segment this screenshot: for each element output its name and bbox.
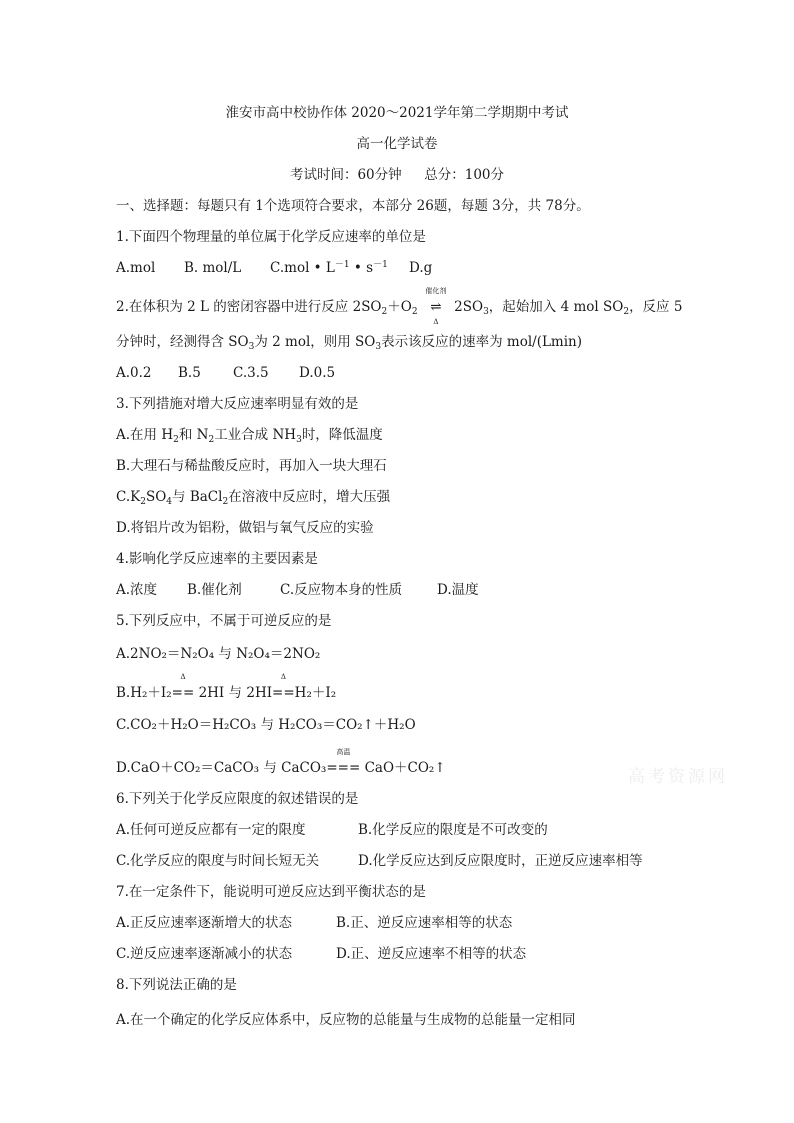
question-6-stem: 6.下列关于化学反应限度的叙述错误的是 <box>116 791 359 807</box>
option-c: C.化学反应的限度与时间长短无关 <box>116 853 320 869</box>
option-d: D.化学反应达到反应限度时，正逆反应速率相等 <box>358 853 643 869</box>
option-c: C.反应物本身的性质 <box>280 582 403 598</box>
exam-time: 考试时间：60分钟 <box>289 167 402 183</box>
question-6-options-row2 <box>116 852 643 870</box>
option-b: B.化学反应的限度是不可改变的 <box>358 822 548 838</box>
question-3-option-d: D.将铝片改为铝粉，做铝与氧气反应的实验 <box>116 520 374 536</box>
question-4-stem: 4.影响化学反应速率的主要因素是 <box>116 551 318 567</box>
question-1-stem: 1.下面四个物理量的单位属于化学反应速率的单位是 <box>116 229 426 245</box>
total-score: 总分：100分 <box>424 167 505 183</box>
question-8-stem: 8.下列说法正确的是 <box>116 977 237 993</box>
question-4-options <box>116 581 479 599</box>
option-b: B.催化剂 <box>187 582 242 598</box>
option-a: A.浓度 <box>116 582 158 598</box>
question-5-option-a: A.2NO₂＝N₂O₄ 与 N₂O₄＝2NO₂ <box>116 646 321 662</box>
condition-mark: 高温 === <box>326 748 361 776</box>
question-5-stem: 5.下列反应中，不属于可逆反应的是 <box>116 613 332 629</box>
section-heading: 一、选择题：每题只有 1个选项符合要求，本部分 26题，每题 3分，共 78分。 <box>116 198 590 214</box>
question-2-stem: 2.在体积为 2 L 的密闭容器中进行反应 $2SO_2+O_2$ 催化剂 ⇌ Δ $2SO_3$，起始加入 4 mol $SO_2$，反应 5 <box>116 287 683 326</box>
condition-mark: Δ == <box>272 673 295 701</box>
option-c: C.3.5 <box>233 365 269 381</box>
question-3-option-a: A.在用 $H_2$和 $N_2$工业合成 $NH_3$时，降低温度 <box>116 427 383 445</box>
option-d: D.正、逆反应速率不相等的状态 <box>336 946 527 962</box>
option-c: C.逆反应速率逐渐减小的状态 <box>116 946 293 962</box>
question-3-option-c: $C.K_2SO_4$与 BaCl$_2$在溶液中反应时，增大压强 <box>116 489 391 507</box>
option-b: B. mol/L <box>184 260 242 276</box>
condition-mark: Δ == <box>171 673 195 701</box>
option-a: A.任何可逆反应都有一定的限度 <box>116 822 306 838</box>
option-a: A.mol <box>116 260 156 276</box>
question-1-options <box>116 259 432 277</box>
question-7-options-row1 <box>116 914 512 932</box>
option-d: D.0.5 <box>299 365 336 381</box>
question-5-option-d: D.CaO＋CO₂＝CaCO₃ 与 CaCO₃ 高温 === CaO＋CO₂↑ <box>116 748 446 776</box>
question-3-option-b: B.大理石与稀盐酸反应时，再加入一块大理石 <box>116 458 387 474</box>
option-a: A.0.2 <box>116 365 152 381</box>
option-d: D.温度 <box>437 582 479 598</box>
question-5-option-c: C.CO₂＋H₂O＝H₂CO₃ 与 H₂CO₃＝CO₂↑＋H₂O <box>116 717 416 733</box>
question-2-stem-cont: 分钟时，经测得含 $SO_3$为 2 mol，则用 $SO_3$表示该反应的速率为 mol/(Lmin) <box>116 334 583 352</box>
option-d: D.g <box>409 260 433 276</box>
exam-info <box>0 166 794 184</box>
question-7-options-row2 <box>116 945 526 963</box>
exam-subtitle: 高一化学试卷 <box>356 136 438 152</box>
option-b: B.正、逆反应速率相等的状态 <box>336 915 513 931</box>
question-2-options <box>116 364 335 382</box>
question-5-option-b: B.H₂＋I₂ Δ == 2HI 与 2HI Δ ==H₂＋I₂ <box>116 673 337 701</box>
reversible-arrow: 催化剂 ⇌ Δ <box>425 287 447 326</box>
question-8-option-a: A.在一个确定的化学反应体系中，反应物的总能量与生成物的总能量一定相同 <box>116 1012 576 1028</box>
option-a: A.正反应速率逐渐增大的状态 <box>116 915 293 931</box>
question-7-stem: 7.在一定条件下，能说明可逆反应达到平衡状态的是 <box>116 884 426 900</box>
option-b: B.5 <box>178 365 201 381</box>
question-3-stem: 3.下列措施对增大反应速率明显有效的是 <box>116 396 359 412</box>
exam-title: 淮安市高中校协作体 2020～2021学年第二学期期中考试 <box>225 105 569 121</box>
question-6-options-row1 <box>116 821 548 839</box>
option-c: C.mol • $L^{-1}$ • $s^{-1}$ <box>270 260 388 276</box>
watermark: 高考资源网 <box>628 767 728 787</box>
